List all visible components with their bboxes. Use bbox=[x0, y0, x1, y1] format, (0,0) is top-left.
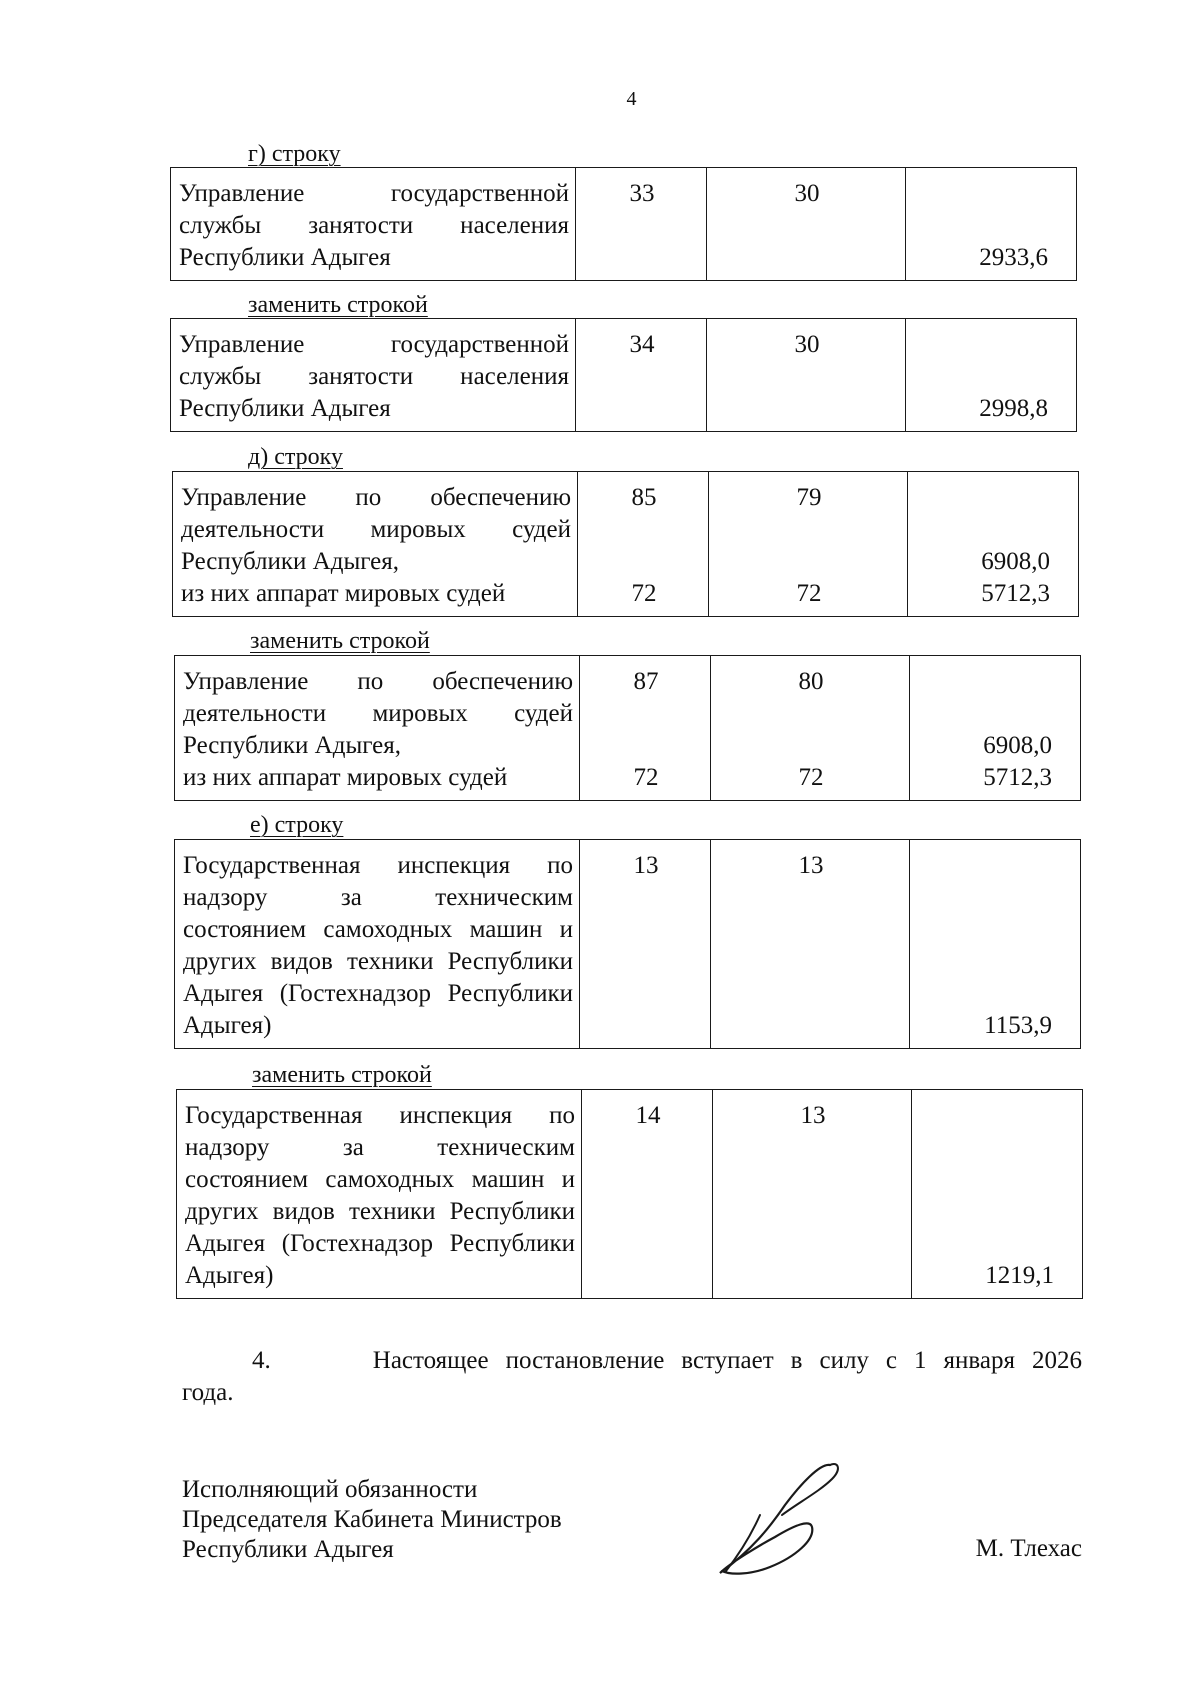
value bbox=[588, 1010, 704, 1042]
value bbox=[586, 514, 702, 546]
section-label: заменить строкой bbox=[250, 628, 430, 654]
value: 87 bbox=[633, 668, 659, 695]
name-line: Республики Адыгея, bbox=[181, 548, 400, 575]
value bbox=[916, 482, 1050, 514]
record-table bbox=[170, 318, 1077, 432]
name-line: Республики Адыгея bbox=[179, 244, 391, 271]
civil-servants-cell bbox=[711, 840, 910, 1049]
value: 13 bbox=[633, 852, 659, 879]
section-label: заменить строкой bbox=[248, 292, 428, 318]
name-line: других видов техники Республики bbox=[183, 948, 573, 975]
value: 5712,3 bbox=[981, 580, 1050, 607]
value bbox=[918, 698, 1052, 730]
section-label: е) строку bbox=[250, 812, 344, 838]
name-line: деятельности мировых судей bbox=[183, 700, 573, 727]
value: 5712,3 bbox=[983, 764, 1052, 791]
staff-count-cell bbox=[576, 168, 707, 281]
value: 13 bbox=[800, 1102, 826, 1129]
value: 85 bbox=[631, 484, 657, 511]
name-line: службы занятости населения bbox=[179, 212, 569, 239]
value bbox=[914, 210, 1048, 242]
paragraph-line: 4. Настоящее постановление вступает в силу с 1 января 2026 bbox=[252, 1347, 1082, 1374]
civil-servants-cell bbox=[709, 472, 908, 617]
table-row bbox=[175, 656, 1081, 801]
value: 13 bbox=[798, 852, 824, 879]
value bbox=[715, 242, 899, 274]
table-row bbox=[171, 319, 1077, 432]
civil-servants-cell bbox=[713, 1090, 912, 1299]
name-line: Адыгея) bbox=[185, 1262, 274, 1289]
value bbox=[914, 361, 1048, 393]
value: 72 bbox=[798, 764, 824, 791]
value bbox=[920, 1228, 1054, 1260]
value bbox=[590, 1260, 706, 1292]
payroll-fund-cell bbox=[906, 168, 1077, 281]
record-table bbox=[174, 655, 1081, 801]
value: 14 bbox=[635, 1102, 661, 1129]
value bbox=[588, 730, 704, 762]
name-line: состоянием самоходных машин и bbox=[183, 916, 573, 943]
name-line: деятельности мировых судей bbox=[181, 516, 571, 543]
record-table bbox=[174, 839, 1081, 1049]
name-line: Государственная инспекция по bbox=[185, 1102, 575, 1129]
name-line: Государственная инспекция по bbox=[183, 852, 573, 879]
staff-count-cell bbox=[576, 319, 707, 432]
table-row bbox=[171, 168, 1077, 281]
value bbox=[719, 730, 903, 762]
name-line: из них аппарат мировых судей bbox=[183, 764, 508, 791]
value bbox=[715, 361, 899, 393]
value bbox=[584, 361, 700, 393]
name-cell bbox=[171, 168, 576, 281]
payroll-fund-cell bbox=[912, 1090, 1083, 1299]
name-line: Адыгея (Гостехнадзор Республики bbox=[183, 980, 573, 1007]
value bbox=[914, 329, 1048, 361]
value bbox=[918, 882, 1052, 914]
value: 79 bbox=[796, 484, 822, 511]
value bbox=[920, 1196, 1054, 1228]
value: 6908,0 bbox=[981, 548, 1050, 575]
value: 72 bbox=[631, 580, 657, 607]
value: 72 bbox=[633, 764, 659, 791]
payroll-fund-cell bbox=[910, 656, 1081, 801]
record-table bbox=[176, 1089, 1083, 1299]
value bbox=[586, 546, 702, 578]
value: 33 bbox=[629, 180, 655, 207]
value: 2998,8 bbox=[979, 395, 1048, 422]
name-line: других видов техники Республики bbox=[185, 1198, 575, 1225]
handwritten-signature bbox=[700, 1445, 860, 1585]
name-line: из них аппарат мировых судей bbox=[181, 580, 506, 607]
name-line: надзору за техническим bbox=[183, 884, 573, 911]
name-cell bbox=[171, 319, 576, 432]
name-line: состоянием самоходных машин и bbox=[185, 1166, 575, 1193]
value: 30 bbox=[794, 331, 820, 358]
value bbox=[719, 1010, 903, 1042]
effective-date-paragraph bbox=[182, 1345, 1082, 1409]
value bbox=[721, 1260, 905, 1292]
name-line: Управление государственной bbox=[179, 180, 569, 207]
table-row bbox=[173, 472, 1079, 617]
name-line: Адыгея (Гостехнадзор Республики bbox=[185, 1230, 575, 1257]
record-table bbox=[170, 167, 1077, 281]
value bbox=[916, 514, 1050, 546]
value bbox=[721, 1228, 905, 1260]
value bbox=[590, 1228, 706, 1260]
value bbox=[721, 1164, 905, 1196]
value bbox=[717, 514, 901, 546]
value bbox=[918, 978, 1052, 1010]
value: 80 bbox=[798, 668, 824, 695]
value: 6908,0 bbox=[983, 732, 1052, 759]
staff-count-cell bbox=[578, 472, 709, 617]
value bbox=[719, 946, 903, 978]
signatory-position bbox=[182, 1475, 562, 1565]
value bbox=[715, 393, 899, 425]
value bbox=[717, 546, 901, 578]
value bbox=[588, 946, 704, 978]
value bbox=[914, 178, 1048, 210]
position-line: Исполняющий обязанности bbox=[182, 1476, 478, 1503]
name-line: Адыгея) bbox=[183, 1012, 272, 1039]
value bbox=[719, 914, 903, 946]
name-line: Управление по обеспечению bbox=[181, 484, 571, 511]
value bbox=[588, 978, 704, 1010]
value: 34 bbox=[629, 331, 655, 358]
value bbox=[719, 978, 903, 1010]
value bbox=[590, 1132, 706, 1164]
name-line: Управление государственной bbox=[179, 331, 569, 358]
civil-servants-cell bbox=[707, 168, 906, 281]
value bbox=[918, 914, 1052, 946]
value bbox=[715, 210, 899, 242]
civil-servants-cell bbox=[711, 656, 910, 801]
value: 72 bbox=[796, 580, 822, 607]
value bbox=[584, 210, 700, 242]
name-cell bbox=[173, 472, 578, 617]
name-cell bbox=[177, 1090, 582, 1299]
page-number: 4 bbox=[626, 88, 637, 110]
staff-count-cell bbox=[580, 656, 711, 801]
value bbox=[584, 393, 700, 425]
value bbox=[588, 882, 704, 914]
paragraph-line: года. bbox=[182, 1379, 234, 1406]
payroll-fund-cell bbox=[908, 472, 1079, 617]
name-line: Управление по обеспечению bbox=[183, 668, 573, 695]
section-label: г) строку bbox=[248, 141, 341, 167]
signer-name: М. Тлехас bbox=[975, 1535, 1082, 1562]
value bbox=[588, 914, 704, 946]
value bbox=[588, 698, 704, 730]
section-label: д) строку bbox=[248, 444, 343, 470]
position-line: Республики Адыгея bbox=[182, 1536, 394, 1563]
civil-servants-cell bbox=[707, 319, 906, 432]
name-cell bbox=[175, 840, 580, 1049]
value bbox=[920, 1164, 1054, 1196]
staff-count-cell bbox=[582, 1090, 713, 1299]
table-row bbox=[177, 1090, 1083, 1299]
name-line: Республики Адыгея, bbox=[183, 732, 402, 759]
name-line: надзору за техническим bbox=[185, 1134, 575, 1161]
value bbox=[721, 1132, 905, 1164]
value bbox=[918, 850, 1052, 882]
value bbox=[918, 946, 1052, 978]
staff-count-cell bbox=[580, 840, 711, 1049]
section-label: заменить строкой bbox=[252, 1062, 432, 1088]
value bbox=[719, 882, 903, 914]
value bbox=[719, 698, 903, 730]
value bbox=[584, 242, 700, 274]
table-row bbox=[175, 840, 1081, 1049]
value bbox=[920, 1132, 1054, 1164]
payroll-fund-cell bbox=[906, 319, 1077, 432]
value: 1153,9 bbox=[984, 1012, 1052, 1039]
value bbox=[590, 1196, 706, 1228]
name-cell bbox=[175, 656, 580, 801]
value: 30 bbox=[794, 180, 820, 207]
name-line: Республики Адыгея bbox=[179, 395, 391, 422]
name-line: службы занятости населения bbox=[179, 363, 569, 390]
value bbox=[590, 1164, 706, 1196]
position-line: Председателя Кабинета Министров bbox=[182, 1506, 562, 1533]
value bbox=[918, 666, 1052, 698]
value: 2933,6 bbox=[979, 244, 1048, 271]
value: 1219,1 bbox=[985, 1262, 1054, 1289]
value bbox=[721, 1196, 905, 1228]
record-table bbox=[172, 471, 1079, 617]
value bbox=[920, 1100, 1054, 1132]
payroll-fund-cell bbox=[910, 840, 1081, 1049]
